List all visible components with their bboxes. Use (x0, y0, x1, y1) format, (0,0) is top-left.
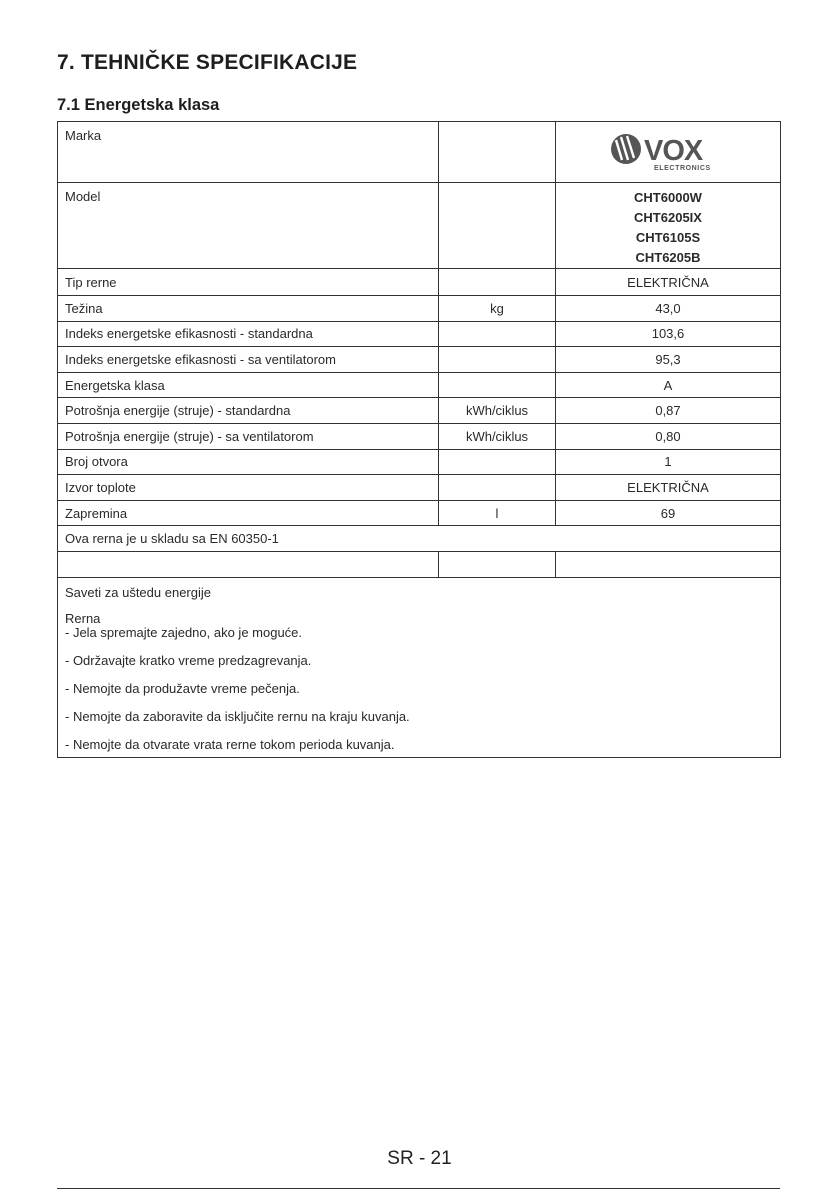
tip-item: - Jela spremajte zajedno, ako je moguće. (65, 624, 303, 640)
logo-wordmark: VOX (644, 135, 703, 167)
vox-logo-icon (608, 130, 728, 172)
row-label: Izvor toplote (58, 475, 439, 501)
model-item: CHT6205IX (634, 210, 702, 225)
brand-unit-cell (439, 122, 556, 183)
row-unit: kWh/ciklus (439, 398, 556, 424)
compliance-note: Ova rerna je u skladu sa EN 60350-1 (58, 526, 781, 552)
table-row (58, 423, 781, 449)
table-row (58, 398, 781, 424)
row-label: Energetska klasa (58, 372, 439, 398)
row-unit (439, 321, 556, 347)
row-unit (439, 347, 556, 373)
tip-item: - Nemojte da otvarate vrata rerne tokom perioda kuvanja. (65, 736, 395, 752)
row-label: Potrošnja energije (struje) - sa ventilatorom (58, 423, 439, 449)
row-unit (439, 372, 556, 398)
row-value: 95,3 (556, 347, 781, 373)
row-value: 103,6 (556, 321, 781, 347)
tip-item: - Nemojte da zaboravite da isključite rernu na kraju kuvanja. (65, 708, 410, 724)
table-row (58, 347, 781, 373)
model-item: CHT6000W (634, 190, 702, 205)
table-row-empty (58, 551, 781, 577)
table-row (58, 269, 781, 296)
empty-cell (439, 551, 556, 577)
row-value: ELEKTRIČNA (556, 475, 781, 501)
row-label: Tip rerne (58, 269, 439, 296)
model-label: Model (58, 183, 439, 269)
row-unit: kg (439, 296, 556, 322)
table-row (58, 321, 781, 347)
row-value: ELEKTRIČNA (556, 269, 781, 296)
vox-logo (608, 130, 728, 175)
row-unit (439, 449, 556, 475)
logo-subtext: ELECTRONICS (654, 165, 711, 172)
table-row (58, 475, 781, 501)
empty-cell (556, 551, 781, 577)
model-item: CHT6205B (635, 250, 701, 265)
model-list (556, 183, 781, 269)
model-item: CHT6105S (635, 230, 701, 245)
table-row-model (58, 183, 781, 269)
energy-saving-tips (58, 577, 781, 757)
tip-item: - Održavajte kratko vreme predzagrevanja. (65, 652, 312, 668)
table-row (58, 372, 781, 398)
row-label: Broj otvora (58, 449, 439, 475)
table-row (58, 500, 781, 526)
row-label: Indeks energetske efikasnosti - standardna (58, 321, 439, 347)
row-value: A (556, 372, 781, 398)
table-row (58, 296, 781, 322)
model-unit-cell (439, 183, 556, 269)
table-row-brand (58, 122, 781, 183)
row-unit (439, 475, 556, 501)
row-unit (439, 269, 556, 296)
row-value: 69 (556, 500, 781, 526)
row-value: 0,80 (556, 423, 781, 449)
page-number: SR - 21 (387, 1148, 452, 1169)
table-row-compliance (58, 526, 781, 552)
subsection-heading: 7.1 Energetska klasa (57, 96, 220, 114)
row-value: 0,87 (556, 398, 781, 424)
empty-cell (58, 551, 439, 577)
table-row (58, 449, 781, 475)
row-label: Zapremina (58, 500, 439, 526)
brand-label: Marka (58, 122, 439, 183)
row-label: Indeks energetske efikasnosti - sa ventilatorom (58, 347, 439, 373)
table-row-tips (58, 577, 781, 757)
section-heading: 7. TEHNIČKE SPECIFIKACIJE (57, 51, 358, 74)
footer-divider (57, 1188, 780, 1189)
row-value: 43,0 (556, 296, 781, 322)
row-value: 1 (556, 449, 781, 475)
row-unit: kWh/ciklus (439, 423, 556, 449)
row-label: Potrošnja energije (struje) - standardna (58, 398, 439, 424)
row-unit: l (439, 500, 556, 526)
tips-subtitle: Rerna (65, 610, 101, 626)
tip-item: - Nemojte da produžavte vreme pečenja. (65, 680, 300, 696)
row-label: Težina (58, 296, 439, 322)
brand-logo-cell (556, 122, 781, 183)
spec-table (57, 121, 781, 758)
tips-title: Saveti za uštedu energije (65, 584, 211, 600)
